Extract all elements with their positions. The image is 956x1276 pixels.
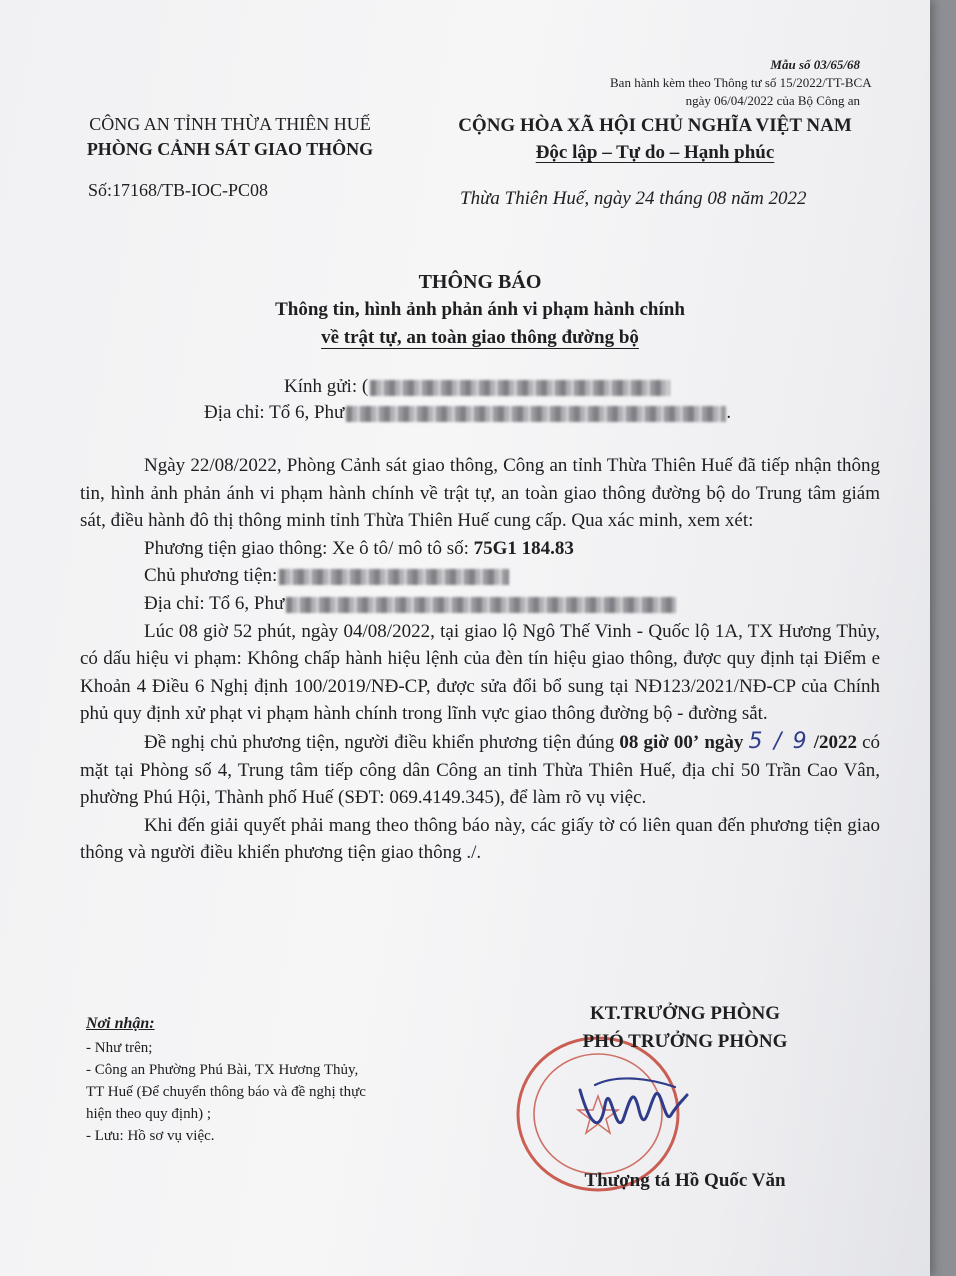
agency-name: PHÒNG CẢNH SÁT GIAO THÔNG (86, 139, 374, 159)
address-line (204, 400, 731, 426)
recipients-header: Nơi nhận: (86, 1015, 155, 1032)
agency-parent: CÔNG AN TỈNH THỪA THIÊN HUẾ (89, 114, 371, 134)
owner-address-label: Địa chỉ: Tổ 6, Phư (144, 592, 285, 614)
paragraph-1: Ngày 22/08/2022, Phòng Cảnh sát giao thông, Công an tỉnh Thừa Thiên Huế đã tiếp nhận thông tin, hình ảnh phản ánh vi phạm hành chính về trật tự, an toàn giao thông đường bộ do Trung tâm giám sát, điều hành đô thị thông minh tỉnh Thừa Thiên Huế cung cấp. Qua xác minh, xem xét: (80, 455, 880, 532)
para3-a: Đề nghị chủ phương tiện, người điều khiển phương tiện đúng (144, 731, 615, 753)
redacted-address (346, 406, 726, 422)
title-line1: Thông tin, hình ảnh phản ánh vi phạm hành chính (275, 299, 685, 320)
recipient-item: - Công an Phường Phú Bài, TX Hương Thủy, (86, 1062, 359, 1078)
addressee-line (284, 374, 670, 400)
owner-address-line (80, 590, 880, 618)
recipient-item: hiện theo quy định) ; (86, 1106, 211, 1122)
document-number: Số:17168/TB-IOC-PC08 (88, 180, 269, 200)
license-plate: 75G1 184.83 (473, 537, 574, 559)
form-code-block (610, 56, 872, 110)
handwritten-date: 5 / 9 (748, 728, 809, 754)
paragraph-3 (80, 728, 880, 812)
para3-b: có mặt tại Phòng số 4, Trung tâm tiếp công dân Công an tỉnh Thừa Thiên Huế, địa chỉ 50 Trần Cao Vân, phường Phú Hội, Thành phố Huế (SĐT: 069.4149.345), để làm rõ vụ việc. (80, 731, 881, 809)
redacted-owner (279, 569, 509, 585)
vehicle-label: Phương tiện giao thông: Xe ô tô/ mô tô số: (144, 537, 469, 559)
form-code: Mẫu số 03/65/68 (770, 57, 860, 72)
national-header (420, 112, 890, 166)
title-line2: về trật tự, an toàn giao thông đường bộ (321, 327, 639, 348)
national-motto: Độc lập – Tự do – Hạnh phúc (535, 142, 775, 163)
recipient-item: - Lưu: Hồ sơ vụ việc. (86, 1128, 215, 1144)
recipient-item: TT Huế (Để chuyển thông báo và đề nghị thực (86, 1084, 366, 1100)
redacted-name (370, 380, 670, 396)
form-issued-date: ngày 06/04/2022 của Bộ Công an (685, 93, 860, 108)
address-visible: Tổ 6, Phư (269, 402, 345, 423)
signature-title-2: PHÓ TRƯỞNG PHÒNG (582, 1031, 788, 1052)
appointment-time: 08 giờ 00’ (619, 731, 700, 753)
country-name: CỘNG HÒA XÃ HỘI CHỦ NGHĨA VIỆT NAM (458, 115, 852, 136)
owner-line (80, 562, 880, 590)
document-title (100, 268, 860, 352)
agency-header (40, 112, 420, 162)
vehicle-line (80, 535, 880, 563)
paragraph-4: Khi đến giải quyết phải mang theo thông báo này, các giấy tờ có liên quan đến phương tiện giao thông và người điều khiển phương tiện giao thông ./. (80, 814, 880, 864)
owner-label: Chủ phương tiện: (144, 565, 278, 587)
to-label: Kính gửi: (284, 376, 358, 397)
signature-block (520, 1000, 850, 1056)
place-date: Thừa Thiên Huế, ngày 24 tháng 08 năm 2022 (460, 188, 807, 209)
signature-title-1: KT.TRƯỞNG PHÒNG (590, 1003, 780, 1024)
day-label: ngày (704, 731, 744, 753)
form-issued-with: Ban hành kèm theo Thông tư số 15/2022/TT-BCA (610, 75, 872, 90)
recipient-item: - Như trên; (86, 1040, 153, 1056)
signer-name: Thượng tá Hồ Quốc Văn (584, 1170, 786, 1191)
document-body (80, 452, 880, 867)
paragraph-2: Lúc 08 giờ 52 phút, ngày 04/08/2022, tại giao lộ Ngô Thế Vinh - Quốc lộ 1A, TX Hương Thủy, có dấu hiệu vi phạm: Không chấp hành hiệu lệnh của đèn tín hiệu giao thông, được quy định tại Điểm e Khoản 4 Điều 6 Nghị định 100/2019/NĐ-CP, được sửa đổi bổ sung tại NĐ123/2021/NĐ-CP của Chính phủ quy định xử phạt vi phạm hành chính trong lĩnh vực giao thông đường bộ - đường sắt. (80, 620, 880, 725)
address-label: Địa chỉ: (204, 402, 265, 423)
to-prefix: ( (361, 376, 369, 397)
title-main: THÔNG BÁO (418, 271, 542, 293)
handwritten-signature (575, 1065, 695, 1145)
redacted-owner-address (286, 597, 676, 613)
address-end: . (726, 402, 732, 423)
recipients-block (86, 1013, 486, 1147)
appointment-year: /2022 (813, 731, 858, 753)
